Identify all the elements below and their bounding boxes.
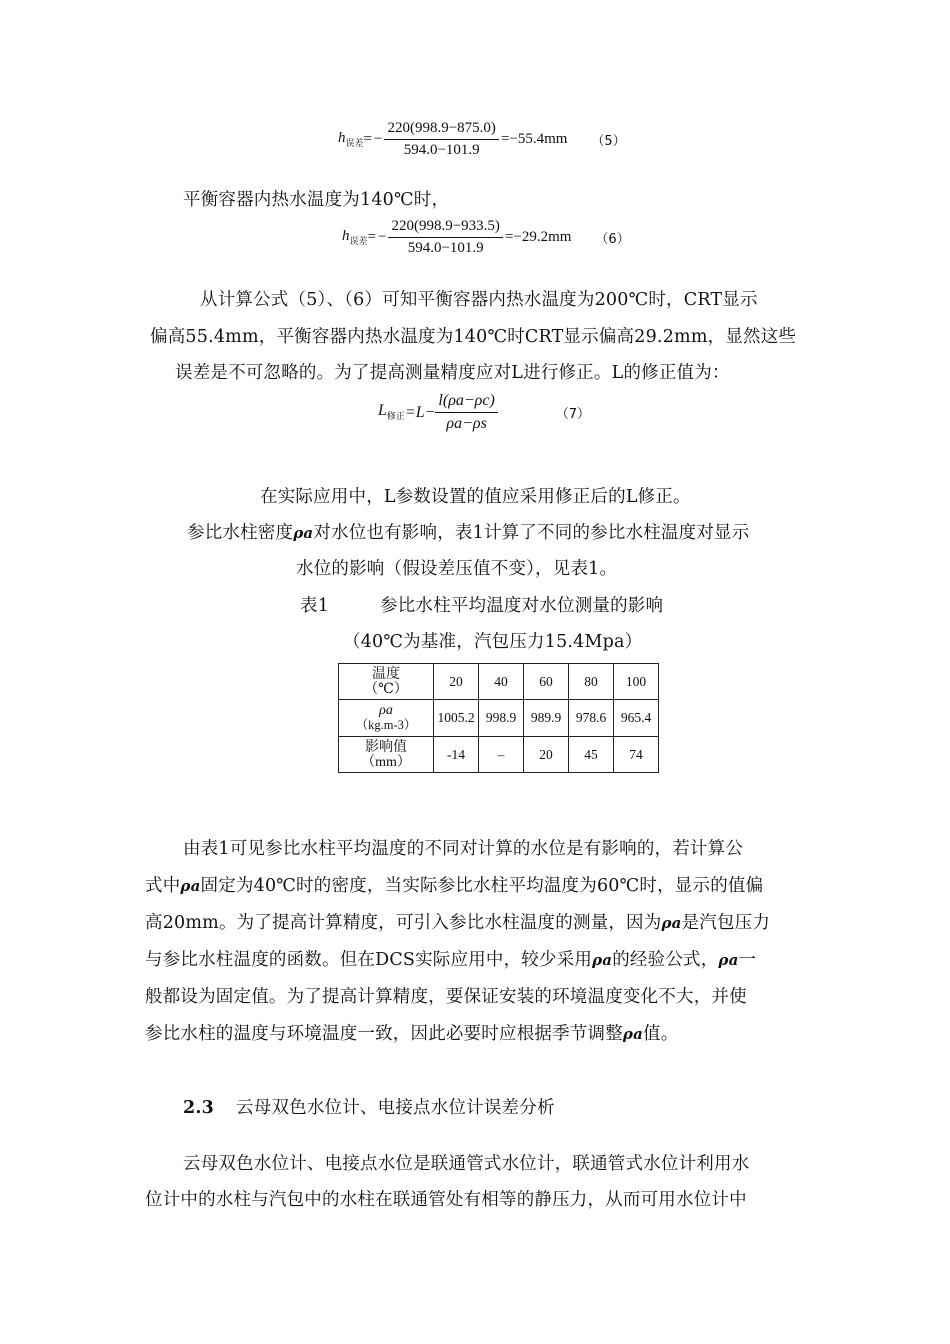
para5-line2: 位计中的水柱与汽包中的水柱在联通管处有相等的静压力，从而可用水位计中 xyxy=(145,1190,747,1210)
table-cell: 989.9 xyxy=(524,700,569,737)
eq6-fraction xyxy=(388,218,502,257)
para4-line5: 般都设为固定值。为了提高计算精度，要保证安装的环境温度变化不大，并使 xyxy=(145,987,747,1007)
eq5-number: （5） xyxy=(591,134,626,149)
rho-a-symbol: ρa xyxy=(592,951,613,969)
eq7-mid: =L− xyxy=(404,403,436,421)
rho-a-symbol: ρa xyxy=(293,524,314,542)
table-title: 参比水柱平均温度对水位测量的影响 xyxy=(380,596,664,616)
eq6-sign: − xyxy=(377,229,387,245)
table-cell: 20 xyxy=(524,737,569,773)
text-140-line: 平衡容器内热水温度为140℃时， xyxy=(183,190,450,210)
para4-line4: 与参比水柱温度的函数。但在DCS实际应用中，较少采用ρa的经验公式，ρa一 xyxy=(145,950,757,970)
eq5-result: =−55.4mm xyxy=(500,131,568,147)
para4-line6: 参比水柱的温度与环境温度一致，因此必要时应根据季节调整ρa值。 xyxy=(145,1024,679,1044)
table-cell: 998.9 xyxy=(479,700,524,737)
para1-line2: 偏高55.4mm，平衡容器内热水温度为140℃时CRT显示偏高29.2mm，显然这些 xyxy=(150,327,797,347)
table-row xyxy=(339,737,659,773)
table-row xyxy=(339,700,659,737)
table-cell: -14 xyxy=(434,737,479,773)
eq7-fraction xyxy=(435,392,497,433)
eq5-numerator: 220(998.9−875.0) xyxy=(384,120,498,140)
equation-7 xyxy=(378,392,590,433)
para4-line3: 高20mm。为了提高计算精度，可引入参比水柱温度的测量，因为ρa是汽包压力 xyxy=(145,913,771,933)
table-cell: 978.6 xyxy=(569,700,614,737)
para2: 在实际应用中，L参数设置的值应采用修正后的L修正。 xyxy=(260,487,691,507)
table-cell: 45 xyxy=(569,737,614,773)
table-cell: – xyxy=(479,737,524,773)
eq7-lhs: $L_{修正}$ xyxy=(378,402,405,422)
eq7-number: （7） xyxy=(555,407,591,422)
row-header: ρa （kg.m-3） xyxy=(339,700,434,737)
row-header: 温度 （℃） xyxy=(339,664,434,700)
eq5-denominator: 594.0−101.9 xyxy=(403,142,480,158)
row-header: 影响值 （mm） xyxy=(339,737,434,773)
eq5-fraction xyxy=(384,120,498,159)
para4-line2: 式中ρa固定为40℃时的密度，当实际参比水柱平均温度为60℃时，显示的值偏 xyxy=(145,876,764,896)
rho-a-symbol: ρa xyxy=(718,951,739,969)
table-cell: 1005.2 xyxy=(434,700,479,737)
table-label: 表1 xyxy=(300,596,330,616)
para3-line2: 水位的影响（假设差压值不变），见表1。 xyxy=(296,559,618,579)
table-cell: 20 xyxy=(434,664,479,700)
rho-a-symbol: ρa xyxy=(622,1025,644,1043)
eq6-denominator: 594.0−101.9 xyxy=(407,240,484,256)
eq7-numerator: l(ρa−ρc) xyxy=(435,392,497,413)
para5-line1: 云母双色水位计、电接点水位是联通管式水位计，联通管式水位计利用水 xyxy=(183,1154,750,1174)
table-1 xyxy=(338,663,659,773)
table-cell: 80 xyxy=(569,664,614,700)
para1-line3: 误差是不可忽略的。为了提高测量精度应对L进行修正。L的修正值为： xyxy=(175,363,730,383)
equation-6 xyxy=(342,218,630,257)
table-cell: 40 xyxy=(479,664,524,700)
para4-line1: 由表1可见参比水柱平均温度的不同对计算的水位是有影响的，若计算公 xyxy=(183,839,744,859)
para1-line1: 从计算公式（5）、（6）可知平衡容器内热水温度为200℃时，CRT显示 xyxy=(200,290,758,310)
eq6-result: =−29.2mm xyxy=(504,229,572,245)
eq6-equals: = xyxy=(367,229,376,245)
table-cell: 74 xyxy=(614,737,659,773)
section-number: 2.3 xyxy=(183,1098,215,1118)
eq5-sign: − xyxy=(373,131,383,147)
para3-line1: 参比水柱密度ρa对水位也有影响，表1计算了不同的参比水柱温度对显示 xyxy=(187,523,750,543)
table-cell: 965.4 xyxy=(614,700,659,737)
section-title: 云母双色水位计、电接点水位计误差分析 xyxy=(236,1098,555,1118)
eq7-denominator: ρa−ρs xyxy=(446,415,487,432)
equation-5 xyxy=(338,120,626,159)
eq6-lhs: $h_{误差}$ xyxy=(342,228,368,246)
rho-a-symbol: ρa xyxy=(180,877,201,895)
table-row xyxy=(339,664,659,700)
table-cell: 60 xyxy=(524,664,569,700)
table-subtitle: （40℃为基准，汽包压力15.4Mpa） xyxy=(343,632,643,652)
eq6-numerator: 220(998.9−933.5) xyxy=(388,218,502,238)
section-heading xyxy=(183,1094,555,1119)
table-cell: 100 xyxy=(614,664,659,700)
eq5-lhs: $h_{误差}$ xyxy=(338,130,364,148)
eq6-number: （6） xyxy=(595,232,630,247)
rho-a-symbol: ρa xyxy=(661,914,682,932)
eq5-equals: = xyxy=(363,131,372,147)
